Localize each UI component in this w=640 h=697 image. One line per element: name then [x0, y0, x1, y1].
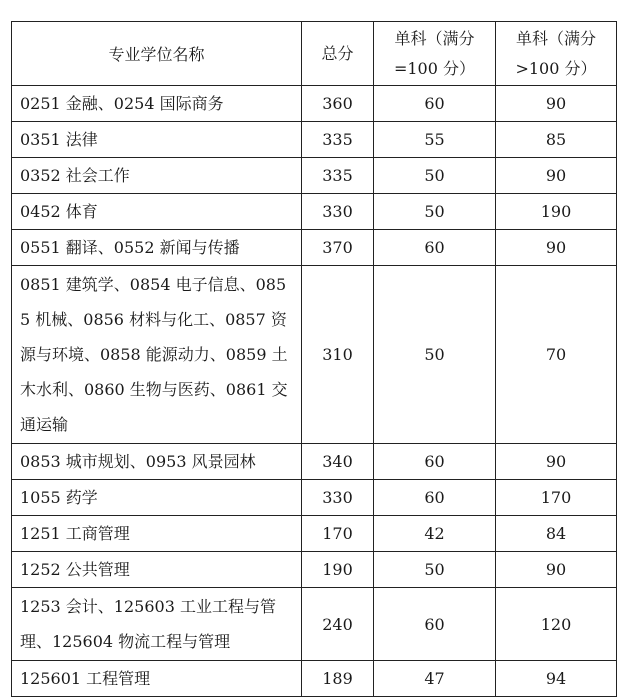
single-over-100-score: 90	[496, 552, 617, 588]
single-over-100-score: 90	[496, 230, 617, 266]
total-score: 190	[302, 552, 374, 588]
degree-name: 0853 城市规划、0953 风景园林	[12, 444, 302, 480]
single-over-100-score: 85	[496, 122, 617, 158]
table-row	[12, 444, 617, 480]
single-100-score: 50	[374, 552, 496, 588]
single-100-score: 42	[374, 516, 496, 552]
single-100-score: 50	[374, 158, 496, 194]
table-row	[12, 552, 617, 588]
degree-name: 1253 会计、125603 工业工程与管理、125604 物流工程与管理	[12, 588, 302, 661]
single-over-100-score: 90	[496, 158, 617, 194]
degree-name: 1252 公共管理	[12, 552, 302, 588]
total-score: 335	[302, 122, 374, 158]
degree-name: 0551 翻译、0552 新闻与传播	[12, 230, 302, 266]
degree-name: 0251 金融、0254 国际商务	[12, 86, 302, 122]
single-100-score: 60	[374, 588, 496, 661]
table-row	[12, 480, 617, 516]
degree-name: 125601 工程管理	[12, 661, 302, 697]
table-row	[12, 194, 617, 230]
single-over-100-score: 90	[496, 444, 617, 480]
table-row	[12, 266, 617, 444]
total-score: 360	[302, 86, 374, 122]
total-score: 335	[302, 158, 374, 194]
table-row	[12, 122, 617, 158]
single-over-100-score: 70	[496, 266, 617, 444]
total-score: 170	[302, 516, 374, 552]
header-name: 专业学位名称	[12, 22, 302, 86]
total-score: 310	[302, 266, 374, 444]
degree-name: 0851 建筑学、0854 电子信息、0855 机械、0856 材料与化工、0857 资源与环境、0858 能源动力、0859 土木水利、0860 生物与医药、0861 交通运输	[12, 266, 302, 444]
single-over-100-score: 170	[496, 480, 617, 516]
total-score: 330	[302, 194, 374, 230]
degree-name: 0351 法律	[12, 122, 302, 158]
total-score: 340	[302, 444, 374, 480]
single-over-100-score: 90	[496, 86, 617, 122]
header-row	[12, 22, 617, 86]
table-row	[12, 516, 617, 552]
single-over-100-score: 120	[496, 588, 617, 661]
header-single-100: 单科（满分=100 分）	[374, 22, 496, 86]
single-100-score: 60	[374, 230, 496, 266]
single-100-score: 60	[374, 480, 496, 516]
total-score: 370	[302, 230, 374, 266]
table-row	[12, 230, 617, 266]
header-single-over-100: 单科（满分>100 分）	[496, 22, 617, 86]
degree-name: 1055 药学	[12, 480, 302, 516]
single-100-score: 50	[374, 266, 496, 444]
single-100-score: 47	[374, 661, 496, 697]
single-100-score: 50	[374, 194, 496, 230]
degree-name: 0352 社会工作	[12, 158, 302, 194]
score-table	[11, 21, 617, 697]
table-row	[12, 86, 617, 122]
table-row	[12, 588, 617, 661]
total-score: 189	[302, 661, 374, 697]
single-100-score: 55	[374, 122, 496, 158]
single-over-100-score: 84	[496, 516, 617, 552]
total-score: 240	[302, 588, 374, 661]
total-score: 330	[302, 480, 374, 516]
single-100-score: 60	[374, 444, 496, 480]
single-100-score: 60	[374, 86, 496, 122]
degree-name: 0452 体育	[12, 194, 302, 230]
header-total: 总分	[302, 22, 374, 86]
table-row	[12, 158, 617, 194]
degree-name: 1251 工商管理	[12, 516, 302, 552]
single-over-100-score: 94	[496, 661, 617, 697]
single-over-100-score: 190	[496, 194, 617, 230]
